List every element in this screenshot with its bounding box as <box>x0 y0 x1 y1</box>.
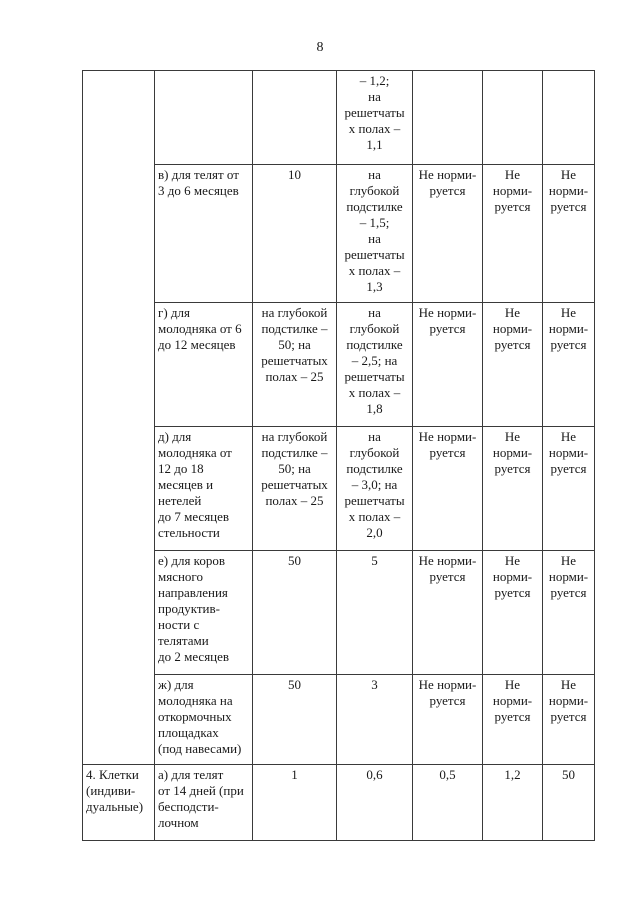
area-cell: на глубокой подстилке – 50; на решетчатых полах – 25 <box>253 427 337 551</box>
value-cell: Не норми- руется <box>543 551 595 675</box>
object-cell <box>155 71 253 165</box>
value-cell: 1,2 <box>483 765 543 841</box>
table-row <box>83 765 595 841</box>
value-cell: Не норми- руется <box>543 303 595 427</box>
area-cell: на глубокой подстилке – 50; на решетчатых полах – 25 <box>253 303 337 427</box>
object-cell: е) для коров мясного направления продуктив- ности с телятами до 2 месяцев <box>155 551 253 675</box>
area-cell <box>253 71 337 165</box>
value-cell: Не норми- руется <box>483 427 543 551</box>
table-row <box>83 165 595 303</box>
object-cell: в) для телят от 3 до 6 месяцев <box>155 165 253 303</box>
value-cell: Не норми- руется <box>483 551 543 675</box>
area-cell: 50 <box>253 675 337 765</box>
value-cell: Не норми- руется <box>483 165 543 303</box>
value-cell: Не норми- руется <box>483 675 543 765</box>
value-cell: Не норми- руется <box>413 303 483 427</box>
object-cell: г) для молодняка от 6 до 12 месяцев <box>155 303 253 427</box>
value-cell: Не норми- руется <box>483 303 543 427</box>
value-cell <box>483 71 543 165</box>
object-cell: а) для телят от 14 дней (при бесподсти- лочном <box>155 765 253 841</box>
table-row <box>83 303 595 427</box>
group-cell: 4. Клетки (индиви- дуальные) <box>83 765 155 841</box>
object-cell: ж) для молодняка на откормочных площадках (под навесами) <box>155 675 253 765</box>
table-row <box>83 71 595 165</box>
norm-cell: 0,6 <box>337 765 413 841</box>
table-row <box>83 675 595 765</box>
object-cell: д) для молодняка от 12 до 18 месяцев и нетелей до 7 месяцев стельности <box>155 427 253 551</box>
value-cell: 50 <box>543 765 595 841</box>
norm-cell: на глубокой подстилке – 2,5; на решетчаты х полах – 1,8 <box>337 303 413 427</box>
norms-table <box>82 70 595 841</box>
value-cell: Не норми- руется <box>413 551 483 675</box>
page-number: 8 <box>316 40 324 55</box>
value-cell <box>413 71 483 165</box>
table-row <box>83 551 595 675</box>
value-cell <box>543 71 595 165</box>
norm-cell: на глубокой подстилке – 3,0; на решетчаты х полах – 2,0 <box>337 427 413 551</box>
area-cell: 50 <box>253 551 337 675</box>
norm-cell: 3 <box>337 675 413 765</box>
area-cell: 1 <box>253 765 337 841</box>
norm-cell: на глубокой подстилке – 1,5; на решетчаты х полах – 1,3 <box>337 165 413 303</box>
area-cell: 10 <box>253 165 337 303</box>
norm-cell: 5 <box>337 551 413 675</box>
value-cell: Не норми- руется <box>543 675 595 765</box>
value-cell: Не норми- руется <box>413 165 483 303</box>
value-cell: Не норми- руется <box>413 427 483 551</box>
value-cell: 0,5 <box>413 765 483 841</box>
value-cell: Не норми- руется <box>413 675 483 765</box>
group-cell <box>83 71 155 765</box>
value-cell: Не норми- руется <box>543 165 595 303</box>
norm-cell: – 1,2; на решетчаты х полах – 1,1 <box>337 71 413 165</box>
value-cell: Не норми- руется <box>543 427 595 551</box>
table-row <box>83 427 595 551</box>
